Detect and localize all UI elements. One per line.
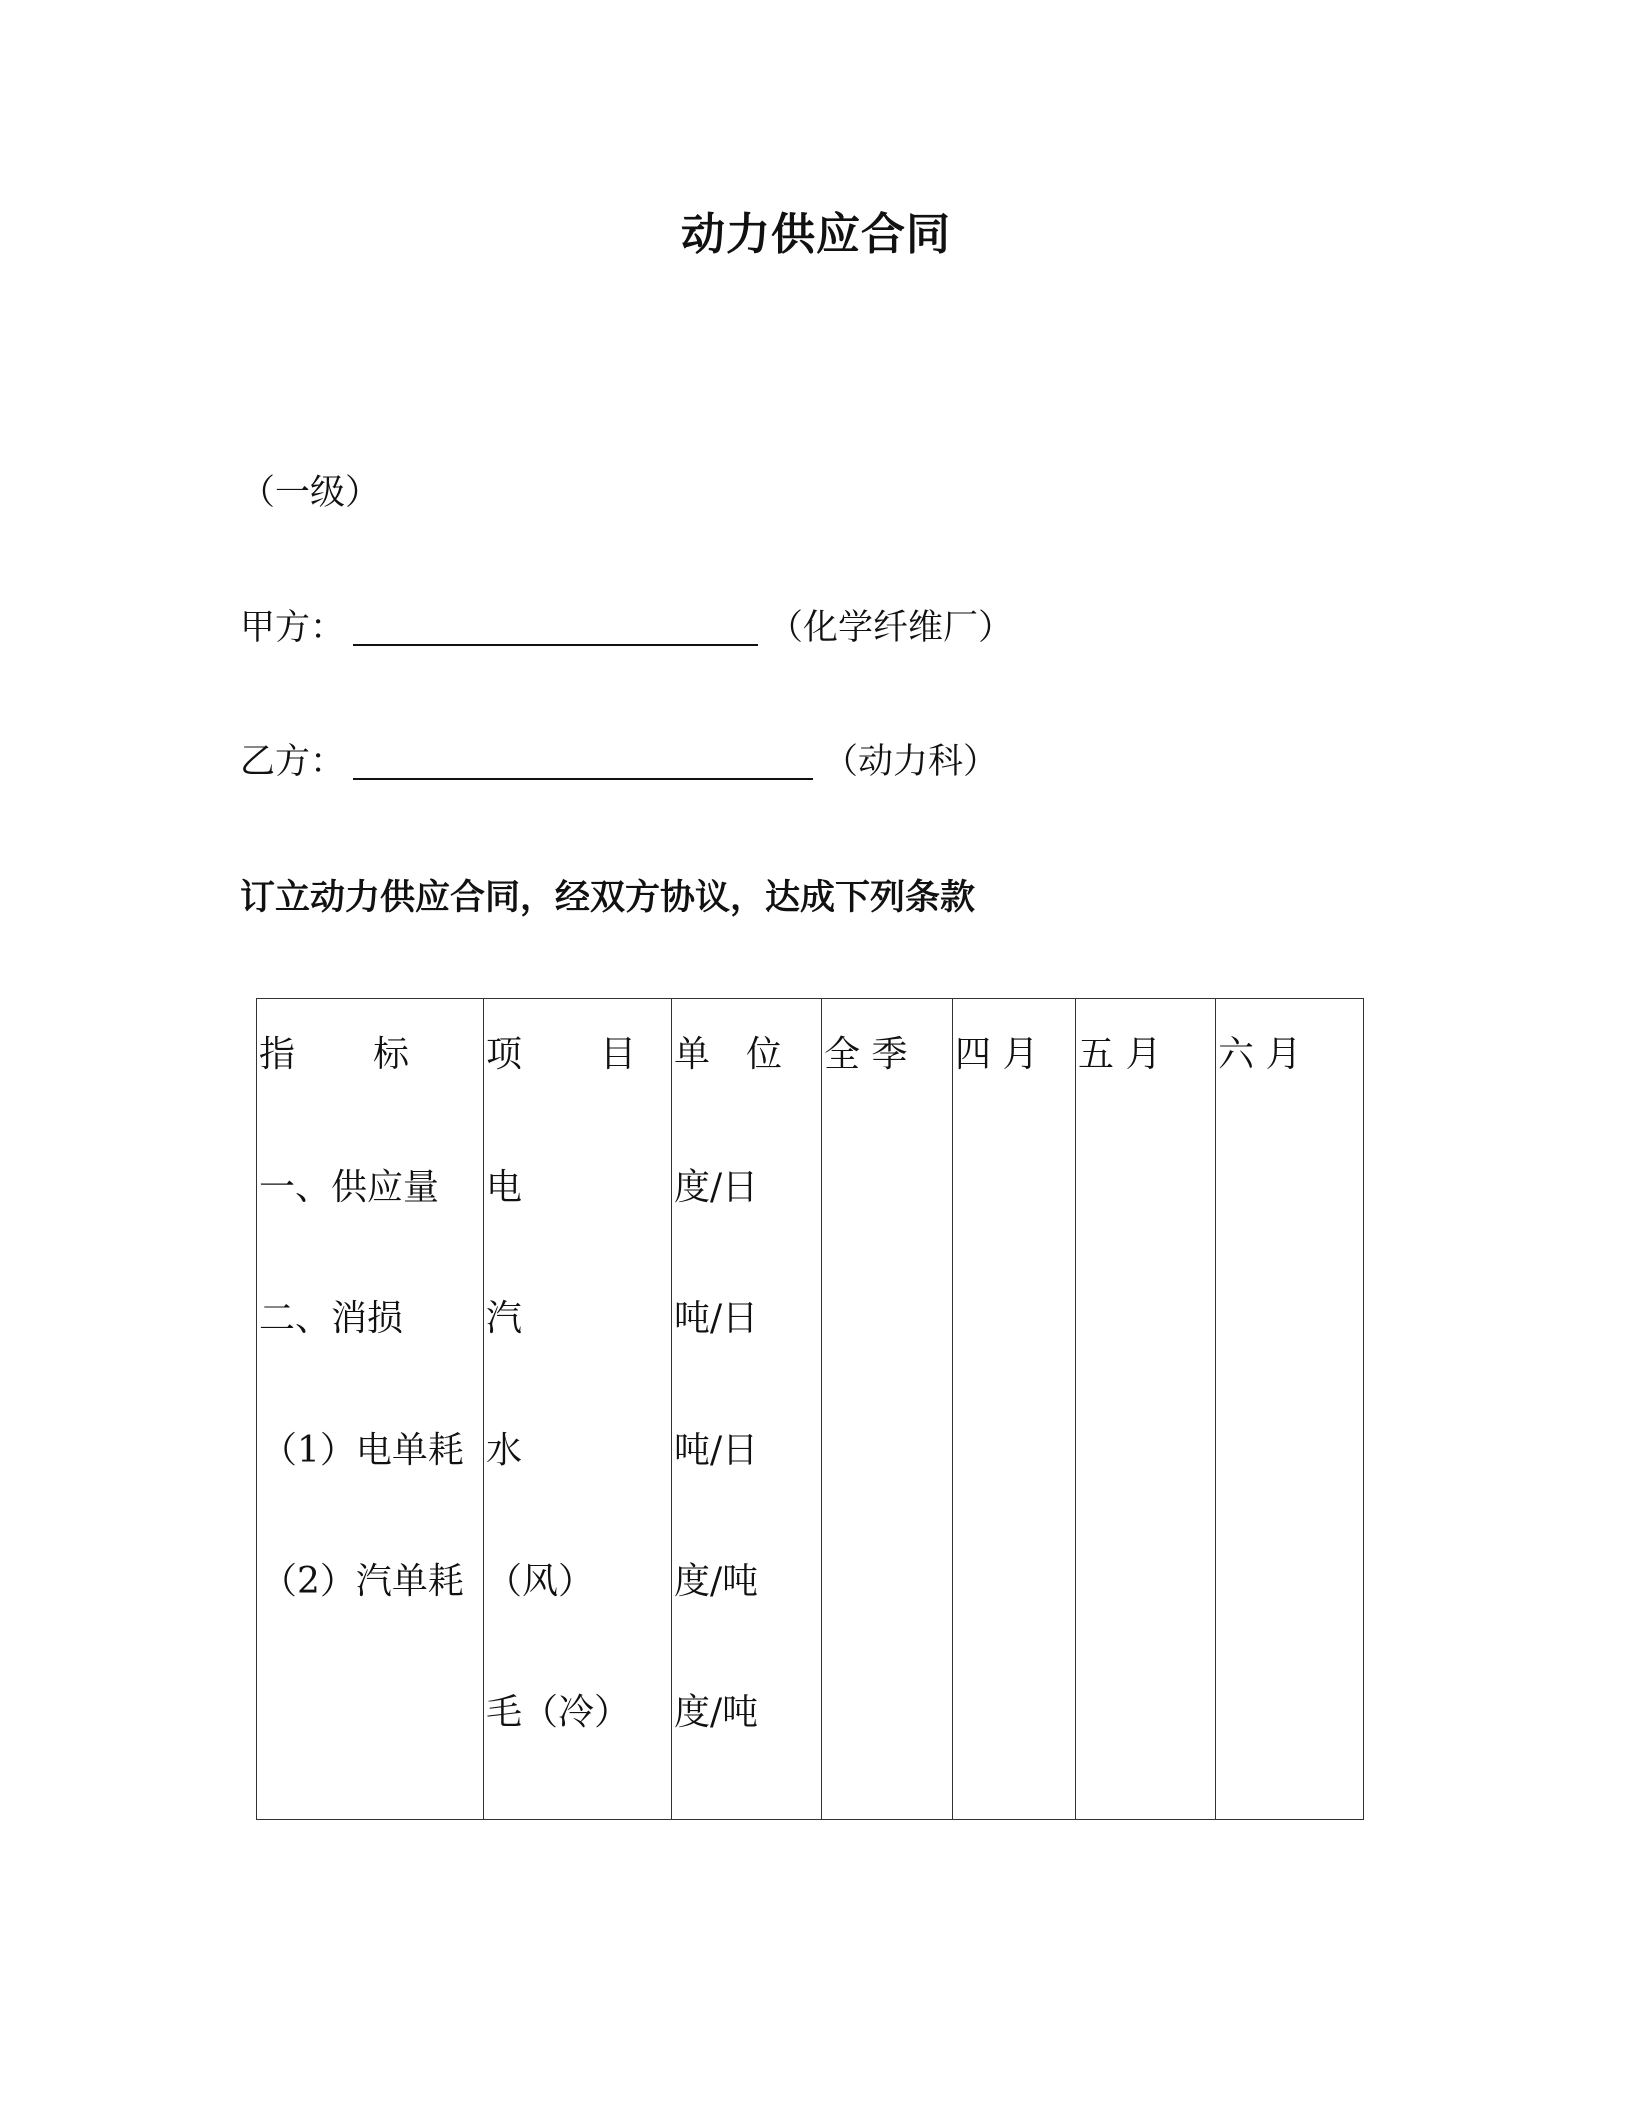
item-cell: （风）: [486, 1561, 595, 1602]
header-april: 四 月: [955, 1034, 1039, 1075]
indicator-cell: （2）汽单耗: [261, 1561, 464, 1602]
column-indicator: [257, 999, 483, 1819]
indicator-cell: 一、供应量: [259, 1167, 440, 1208]
party-a-label: 甲方：: [240, 608, 346, 648]
unit-cell: 吨/日: [674, 1430, 759, 1471]
supply-table: [256, 998, 1364, 1820]
party-a-role: （化学纤维厂）: [768, 608, 1014, 648]
header-indicator: [259, 1034, 409, 1075]
header-item: [486, 1034, 636, 1075]
unit-cell: 度/吨: [674, 1561, 759, 1602]
contract-intro: 订立动力供应合同，经双方协议，达成下列条款: [240, 878, 976, 918]
header-full-season: 全 季: [824, 1034, 908, 1075]
header-may: 五 月: [1078, 1034, 1162, 1075]
header-june: 六 月: [1218, 1034, 1302, 1075]
grade-label: （一级）: [240, 473, 381, 513]
header-item-char-1: 项: [486, 1034, 523, 1075]
party-b-label: 乙方：: [240, 742, 346, 782]
column-unit: [671, 999, 821, 1819]
item-cell: 毛（冷）: [486, 1692, 631, 1733]
header-item-char-2: 目: [599, 1034, 636, 1075]
header-indicator-char-2: 标: [372, 1034, 409, 1075]
party-a-blank-line: [353, 644, 758, 646]
unit-cell: 度/日: [674, 1167, 759, 1208]
column-may: [1075, 999, 1215, 1819]
document-title: 动力供应合同: [681, 209, 951, 260]
item-cell: 汽: [486, 1298, 523, 1339]
party-b-blank-line: [353, 778, 813, 780]
indicator-cell: 二、消损: [259, 1298, 404, 1339]
unit-cell: 吨/日: [674, 1298, 759, 1339]
header-unit: 单 位: [674, 1034, 783, 1075]
column-june: [1215, 999, 1365, 1819]
item-cell: 电: [486, 1167, 523, 1208]
column-april: [952, 999, 1075, 1819]
party-b-role: （动力科）: [823, 742, 999, 782]
unit-cell: 度/吨: [674, 1692, 759, 1733]
item-cell: 水: [486, 1430, 523, 1471]
indicator-cell: （1）电单耗: [261, 1430, 464, 1471]
column-full-season: [821, 999, 952, 1819]
header-indicator-char-1: 指: [259, 1034, 296, 1075]
column-item: [483, 999, 671, 1819]
